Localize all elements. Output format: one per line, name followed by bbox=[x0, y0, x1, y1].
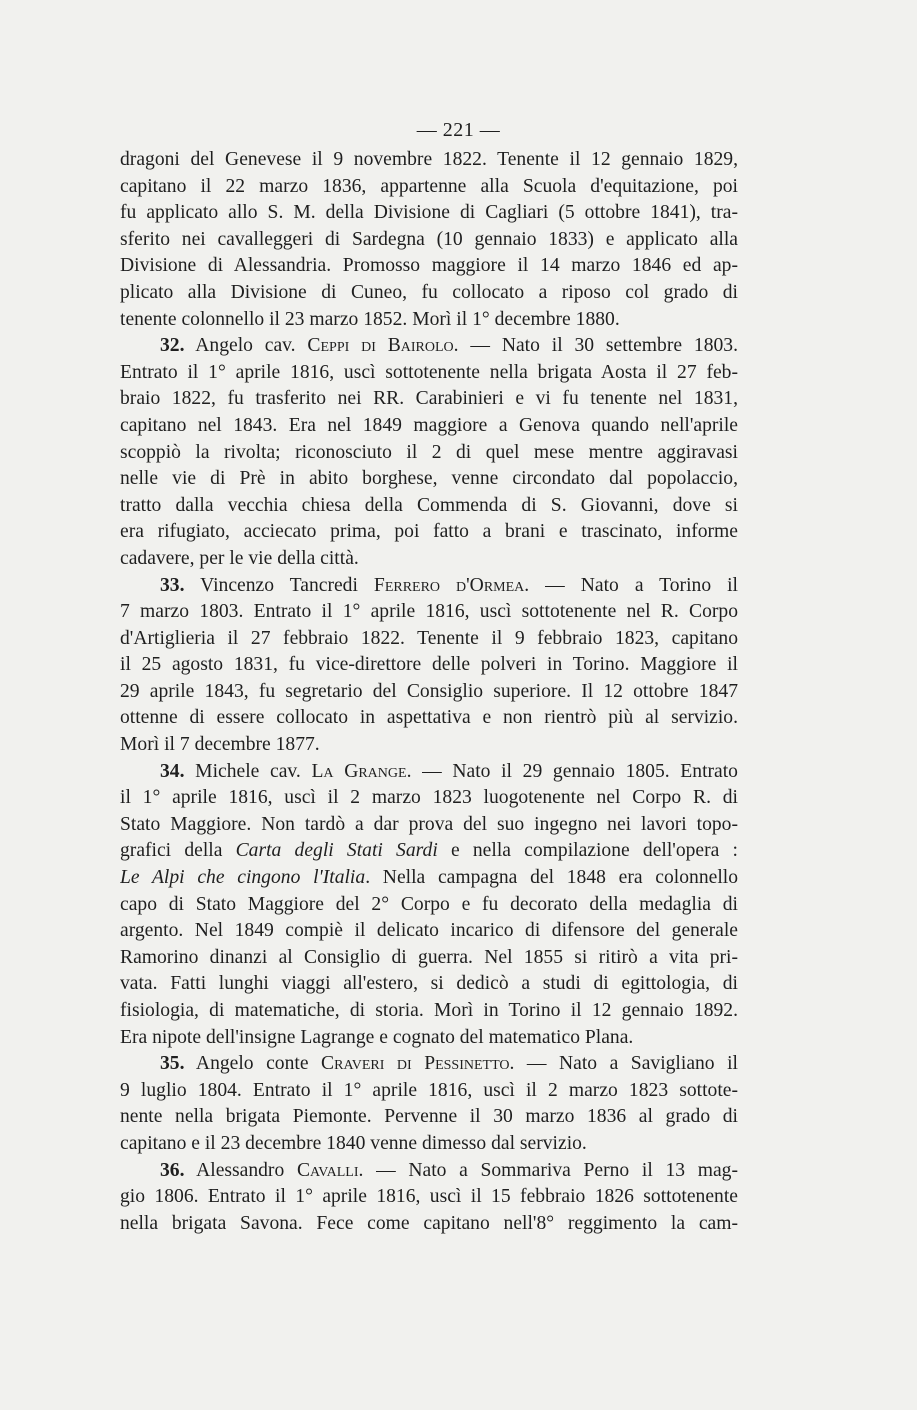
text-line: tenente colonnello il 23 marzo 1852. Morì il 1° decembre 1880. bbox=[120, 308, 620, 330]
text-line: capitano nel 1843. Era nel 1849 maggiore a Genova quando nell'aprile bbox=[120, 414, 738, 436]
entry-surname: Ferrero d'Ormea bbox=[373, 574, 525, 596]
page-body-text bbox=[120, 147, 738, 1237]
text-run: . Nella campagna del 1848 era colonnello bbox=[365, 867, 738, 889]
entry-surname: Ceppi di Bairolo bbox=[307, 335, 454, 357]
text-run: grafici della bbox=[120, 840, 236, 862]
text-line: Ramorino dinanzi al Consiglio di guerra. Nel 1855 si ritirò a vita pri- bbox=[120, 946, 738, 968]
text-line: dragoni del Genevese il 9 novembre 1822. Tenente il 12 gennaio 1829, bbox=[120, 149, 738, 170]
entry-number: 33. bbox=[160, 574, 185, 596]
text-line: gio 1806. Entrato il 1° aprile 1816, uscì il 15 febbraio 1826 sottotenente bbox=[120, 1186, 738, 1208]
entry-surname: La Grange bbox=[311, 760, 407, 782]
text-line: il 1° aprile 1816, uscì il 2 marzo 1823 luogotenente nel Corpo R. di bbox=[120, 787, 738, 809]
text-line: d'Artiglieria il 27 febbraio 1822. Tenente il 9 febbraio 1823, capitano bbox=[120, 627, 738, 649]
text-run: e nella compilazione dell'opera : bbox=[437, 840, 738, 862]
text-line: Morì il 7 decembre 1877. bbox=[120, 734, 320, 756]
text-line-with-title bbox=[120, 865, 738, 892]
text-line-with-title bbox=[120, 838, 738, 865]
entry-surname: Craveri di Pessinetto bbox=[321, 1053, 510, 1075]
entry-number: 34. bbox=[160, 760, 185, 782]
entry-number: 36. bbox=[160, 1159, 185, 1181]
entry-text: . — Nato il 30 settembre 1803. bbox=[453, 335, 738, 357]
text-line: ottenne di essere collocato in aspettativa e non rientrò più al servizio. bbox=[120, 707, 738, 729]
entry-name: Michele cav. bbox=[184, 760, 312, 782]
entry-name: Angelo conte bbox=[184, 1053, 322, 1075]
entry-text: . — Nato a Savigliano il bbox=[509, 1053, 738, 1075]
entry-name: Alessandro bbox=[184, 1159, 297, 1181]
text-line: capitano e il 23 decembre 1840 venne dimesso dal servizio. bbox=[120, 1132, 587, 1154]
entry-number: 32. bbox=[160, 335, 185, 357]
entry-name: Vincenzo Tancredi bbox=[184, 574, 374, 596]
text-line: argento. Nel 1849 compiè il delicato incarico di difensore del generale bbox=[120, 920, 738, 942]
entry-text: . — Nato il 29 gennaio 1805. Entrato bbox=[406, 760, 738, 782]
entry-heading-33 bbox=[120, 573, 738, 600]
entry-text: . — Nato a Torino il bbox=[524, 574, 738, 596]
entry-text: . — Nato a Sommariva Perno il 13 mag- bbox=[358, 1159, 738, 1181]
text-line: 7 marzo 1803. Entrato il 1° aprile 1816, uscì sottotenente nel R. Corpo bbox=[120, 601, 738, 623]
text-line: nella brigata Savona. Fece come capitano nell'8° reggimento la cam- bbox=[120, 1212, 738, 1234]
text-line: braio 1822, fu trasferito nei RR. Carabinieri e vi fu tenente nel 1831, bbox=[120, 388, 738, 410]
text-line: fu applicato allo S. M. della Divisione di Cagliari (5 ottobre 1841), tra- bbox=[120, 202, 738, 224]
text-line: fisiologia, di matematiche, di storia. Morì in Torino il 12 gennaio 1892. bbox=[120, 1000, 738, 1021]
text-line: scoppiò la rivolta; riconosciuto il 2 di quel mese mentre aggiravasi bbox=[120, 441, 738, 463]
text-line: il 25 agosto 1831, fu vice-direttore delle polveri in Torino. Maggiore il bbox=[120, 654, 738, 676]
text-line: cadavere, per le vie della città. bbox=[120, 547, 359, 569]
book-title: Le Alpi che cingono l'Italia bbox=[120, 867, 366, 889]
text-line: capo di Stato Maggiore del 2° Corpo e fu decorato della medaglia di bbox=[120, 893, 738, 915]
text-line: capitano il 22 marzo 1836, appartenne alla Scuola d'equitazione, poi bbox=[120, 175, 738, 197]
entry-heading-36 bbox=[120, 1158, 738, 1185]
text-line: Era nipote dell'insigne Lagrange e cognato del matematico Plana. bbox=[120, 1026, 634, 1048]
text-line: sferito nei cavalleggeri di Sardegna (10 gennaio 1833) e applicato alla bbox=[120, 228, 738, 250]
text-line: Stato Maggiore. Non tardò a dar prova del suo ingegno nei lavori topo- bbox=[120, 813, 738, 835]
entry-heading-35 bbox=[120, 1051, 738, 1078]
text-line: nelle vie di Prè in abito borghese, venne circondato dal popolaccio, bbox=[120, 468, 738, 490]
entry-number: 35. bbox=[160, 1053, 185, 1075]
text-line: vata. Fatti lunghi viaggi all'estero, si dedicò a studi di egittologia, di bbox=[120, 973, 738, 995]
entry-name: Angelo cav. bbox=[184, 335, 308, 357]
entry-surname: Cavalli bbox=[296, 1159, 359, 1181]
text-line: 9 luglio 1804. Entrato il 1° aprile 1816, uscì il 2 marzo 1823 sottote- bbox=[120, 1079, 738, 1101]
text-line: tratto dalla vecchia chiesa della Commenda di S. Giovanni, dove si bbox=[120, 494, 738, 516]
text-line: plicato alla Divisione di Cuneo, fu collocato a riposo col grado di bbox=[120, 281, 738, 303]
book-title: Carta degli Stati Sardi bbox=[235, 840, 438, 862]
entry-heading-34 bbox=[120, 759, 738, 786]
text-line: Divisione di Alessandria. Promosso maggiore il 14 marzo 1846 ed ap- bbox=[120, 255, 738, 277]
page-number: — 221 — bbox=[416, 119, 501, 141]
text-line: era rifugiato, acciecato prima, poi fatto a brani e trascinato, informe bbox=[120, 521, 738, 543]
text-line: Entrato il 1° aprile 1816, uscì sottotenente nella brigata Aosta il 27 feb- bbox=[120, 361, 738, 383]
text-line: nente nella brigata Piemonte. Pervenne il 30 marzo 1836 al grado di bbox=[120, 1106, 738, 1128]
text-line: 29 aprile 1843, fu segretario del Consiglio superiore. Il 12 ottobre 1847 bbox=[120, 680, 738, 702]
entry-heading-32 bbox=[120, 333, 738, 360]
